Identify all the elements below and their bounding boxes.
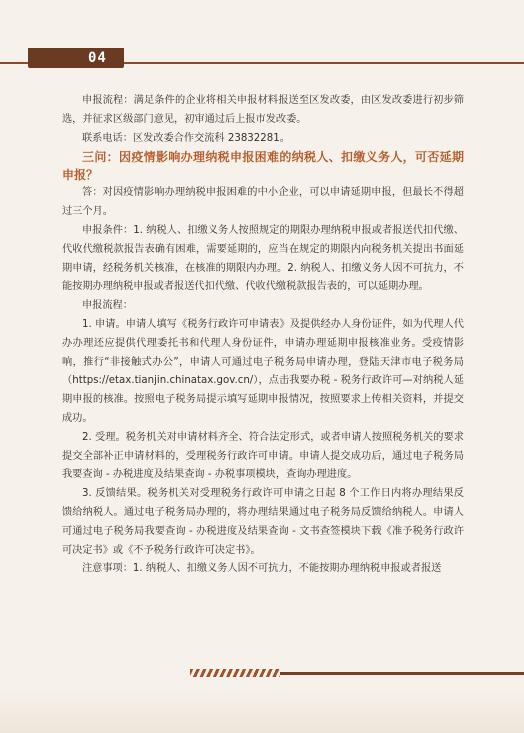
paragraph-step-accept: 2. 受理。税务机关对申请材料齐全、符合法定形式，或者申请人按照税务机关的要求提交全部补正申请材料的，受理税务行政许可申请。申请人提交成功后，通过电子税务局我要查询 - 办税进度及结果查询 - 办税事项模块，查询办理进度。	[62, 431, 464, 481]
paragraph-apply-process: 申报流程：满足条件的企业将相关申报材料报送至区发改委，由区发改委进行初步筛选，并征求区级部门意见，初审通过后上报市发改委。	[62, 95, 464, 125]
page-number-tab	[28, 48, 124, 68]
paragraph-step-feedback: 3. 反馈结果。税务机关对受理税务行政许可申请之日起 8 个工作日内将办理结果反馈给纳税人。通过电子税务局办理的，将办理结果通过电子税务局反馈给纳税人。申请人可通过电子税务局我要查询 - 办税进度及结果查询 - 文书查签模块下载《准予税务行政许可决定书》或《不予税务行政许可决定书》。	[62, 488, 464, 556]
paragraph-notes: 注意事项：1. 纳税人、扣缴义务人因不可抗力，不能按期办理纳税申报或者报送	[82, 563, 442, 575]
document-body	[62, 92, 464, 579]
paragraph-step-apply: 1. 申请。申请人填写《税务行政许可申请表》及提供经办人身份证件，如为代理人代办办理还应提供代理委托书和代理人身份证件，申请办理延期申报核准业务。受疫情影响，推行“非接触式办公”，申请人可通过电子税务局申请办理，登陆天津市电子税务局（https://etax.tianjin.chinatax.gov.cn/），点击我要办税 - 税务行政许可—对纳税人延期申报的核准。按照电子税务局提示填写延期申报情况，按照要求上传相关资料，并提交成功。	[62, 318, 464, 424]
page-number: 04	[88, 50, 107, 66]
paragraph-contact-phone: 联系电话：区发改委合作交流科 23832281。	[82, 132, 290, 144]
footer-stripe-ornament	[190, 669, 280, 677]
paragraph-answer: 答：对因疫情影响办理纳税申报困难的中小企业，可以申请延期申报，但最长不得超过三个月。	[62, 187, 464, 218]
paragraph-conditions: 申报条件：1. 纳税人、扣缴义务人按照规定的期限办理纳税申报或者报送代扣代缴、代收代缴税款报告表确有困难，需要延期的，应当在规定的期限内向税务机关提出书面延期申请，经税务机关核准，在核准的期限内办理。2. 纳税人、扣缴义务人因不可抗力，不能按期办理纳税申报或者报送代扣代缴、代收代缴税款报告表的，可以延期办理。	[62, 224, 464, 293]
bottom-shading	[0, 690, 524, 733]
section-title-question-3: 三问：因疫情影响办理纳税申报困难的纳税人、扣缴义务人，可否延期申报？	[62, 150, 464, 183]
footer-rule	[280, 672, 524, 675]
header-bar	[0, 24, 524, 66]
paragraph-process-label: 申报流程：	[82, 300, 133, 312]
